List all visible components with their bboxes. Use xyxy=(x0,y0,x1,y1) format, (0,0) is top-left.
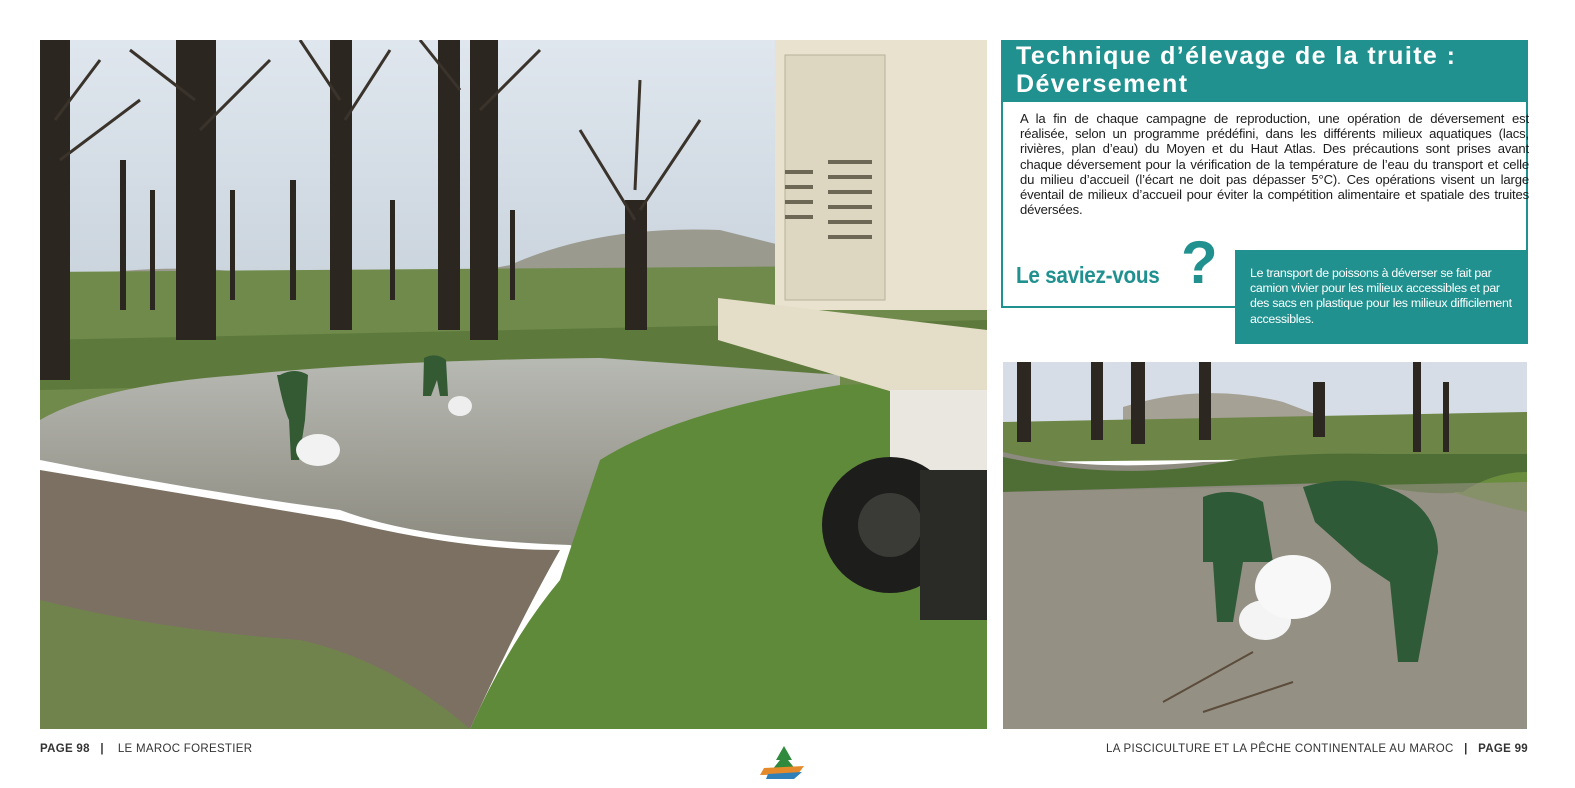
article-title-line2: Déversement xyxy=(1016,70,1189,98)
photo-stream-truck xyxy=(40,40,987,729)
forest-emblem-icon xyxy=(758,744,810,780)
footer-page-right: PAGE 99 xyxy=(1478,743,1528,755)
footer-separator-right: | xyxy=(1464,743,1468,755)
footer-page-left: PAGE 98 xyxy=(40,743,90,755)
article-title-line1: Technique d’élevage de la truite : xyxy=(1016,42,1457,70)
photo-fish-release xyxy=(1003,362,1527,729)
footer-left xyxy=(40,743,252,755)
footer-right xyxy=(1106,743,1528,755)
footer-title-right: LA PISCICULTURE ET LA PÊCHE CONTINENTALE AU MAROC xyxy=(1106,743,1454,755)
saviez-vous-box: Le transport de poissons à déverser se fait par camion vivier pour les milieux accessibles et par des sacs en plastique pour les milieux difficilement accessibles. xyxy=(1235,250,1528,344)
footer-title-left: LE MAROC FORESTIER xyxy=(117,743,253,755)
article-body: A la fin de chaque campagne de reproduction, une opération de déversement est réalisée, selon un programme prédéfini, dans les différents milieux aquatiques (lacs, rivières, plan d’eau) du Moyen et du Haut Atlas. Des précautions sont prises avant chaque déversement pour la vérification de la température de l’eau du transport et celle du milieu d’accueil (l’écart ne doit pas dépasser 5°C). Ces opérations visent un large éventail de milieux d’accueil pour éviter la compétition alimentaire et spatiale des truites déversées. xyxy=(1020,111,1529,218)
saviez-vous-label: Le saviez-vous xyxy=(1016,262,1160,288)
footer-separator-left: | xyxy=(100,743,104,755)
article-title xyxy=(1001,40,1528,102)
question-mark-icon: ? xyxy=(1181,229,1218,296)
